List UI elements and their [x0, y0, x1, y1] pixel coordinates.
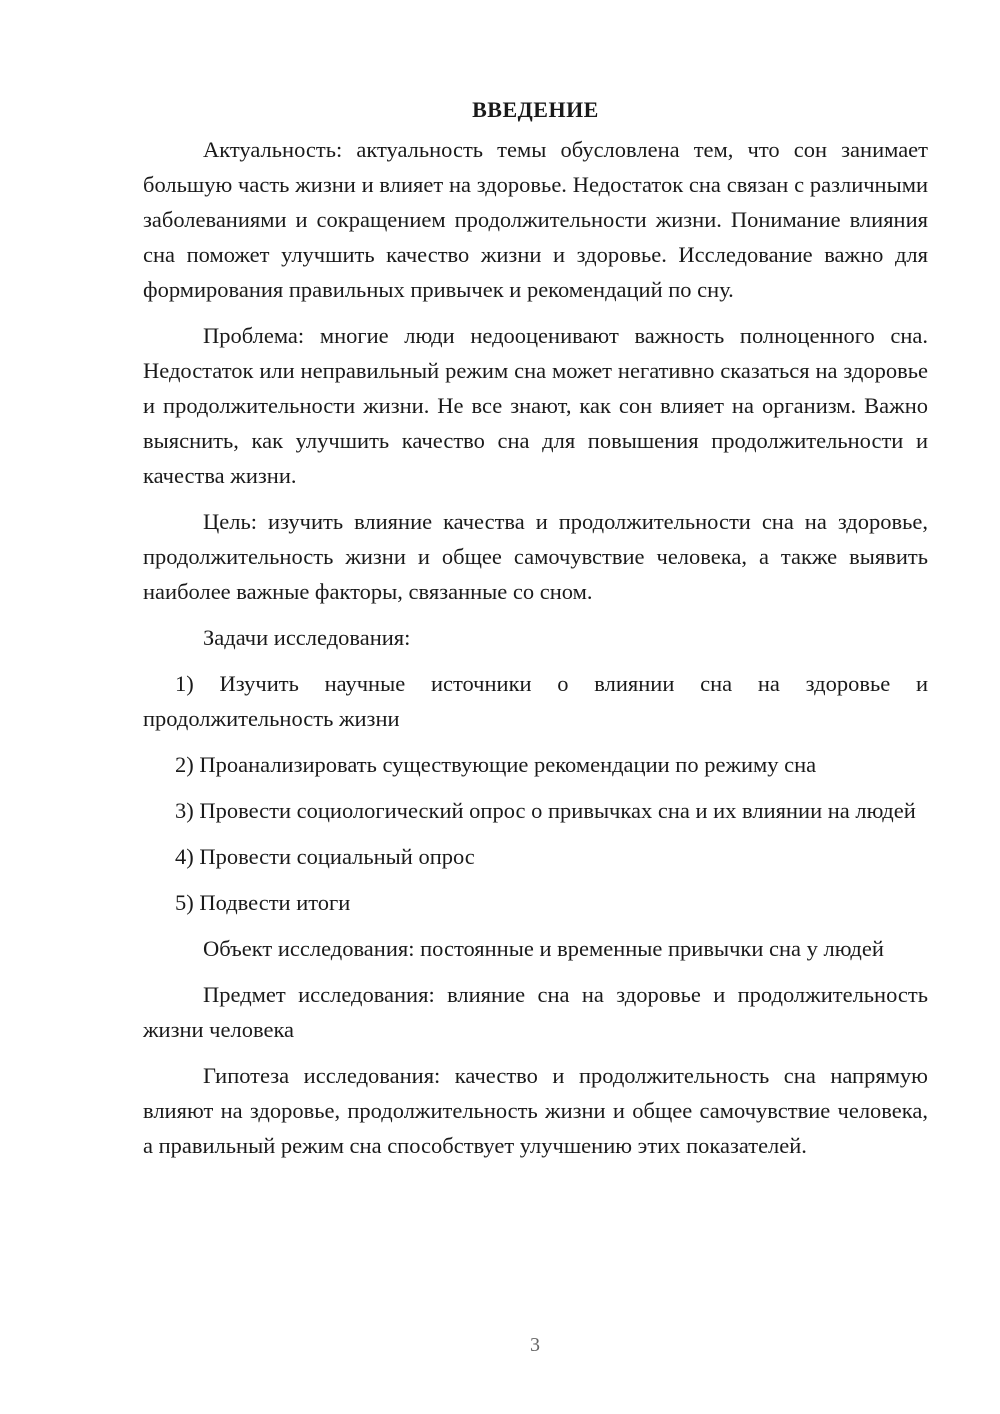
paragraph-goal: Цель: изучить влияние качества и продолжительности сна на здоровье, продолжительность жизни и общее самочувствие человека, а также выявить наиболее важные факторы, связанные со сном.	[143, 509, 928, 604]
task-item: 4) Провести социальный опрос	[175, 844, 475, 869]
section-heading: ВВЕДЕНИЕ	[472, 97, 599, 122]
page-number: 3	[530, 1334, 540, 1356]
task-item: 5) Подвести итоги	[175, 890, 351, 915]
paragraph-object: Объект исследования: постоянные и временные привычки сна у людей	[203, 936, 884, 961]
task-item: 1) Изучить научные источники о влиянии сна на здоровье и продолжительность жизни	[143, 671, 928, 731]
paragraph-hypothesis: Гипотеза исследования: качество и продолжительность сна напрямую влияют на здоровье, продолжительность жизни и общее самочувствие человека, а правильный режим сна способствует улучшению этих показателей.	[143, 1063, 928, 1158]
paragraph-relevance: Актуальность: актуальность темы обусловлена тем, что сон занимает большую часть жизни и влияет на здоровье. Недостаток сна связан с различными заболеваниями и сокращением продолжительности жизни. Понимание влияния сна поможет улучшить качество жизни и здоровье. Исследование важно для формирования правильных привычек и рекомендаций по сну.	[143, 137, 928, 302]
task-item: 3) Провести социологический опрос о привычках сна и их влиянии на людей	[175, 798, 916, 823]
paragraph-subject: Предмет исследования: влияние сна на здоровье и продолжительность жизни человека	[143, 982, 928, 1042]
tasks-heading: Задачи исследования:	[203, 625, 411, 650]
task-item: 2) Проанализировать существующие рекомендации по режиму сна	[175, 752, 817, 777]
tasks-list	[143, 666, 928, 920]
paragraph-problem: Проблема: многие люди недооценивают важность полноценного сна. Недостаток или неправильный режим сна может негативно сказаться на здоровье и продолжительности жизни. Не все знают, как сон влияет на организм. Важно выяснить, как улучшить качество сна для повышения продолжительности и качества жизни.	[143, 323, 928, 488]
